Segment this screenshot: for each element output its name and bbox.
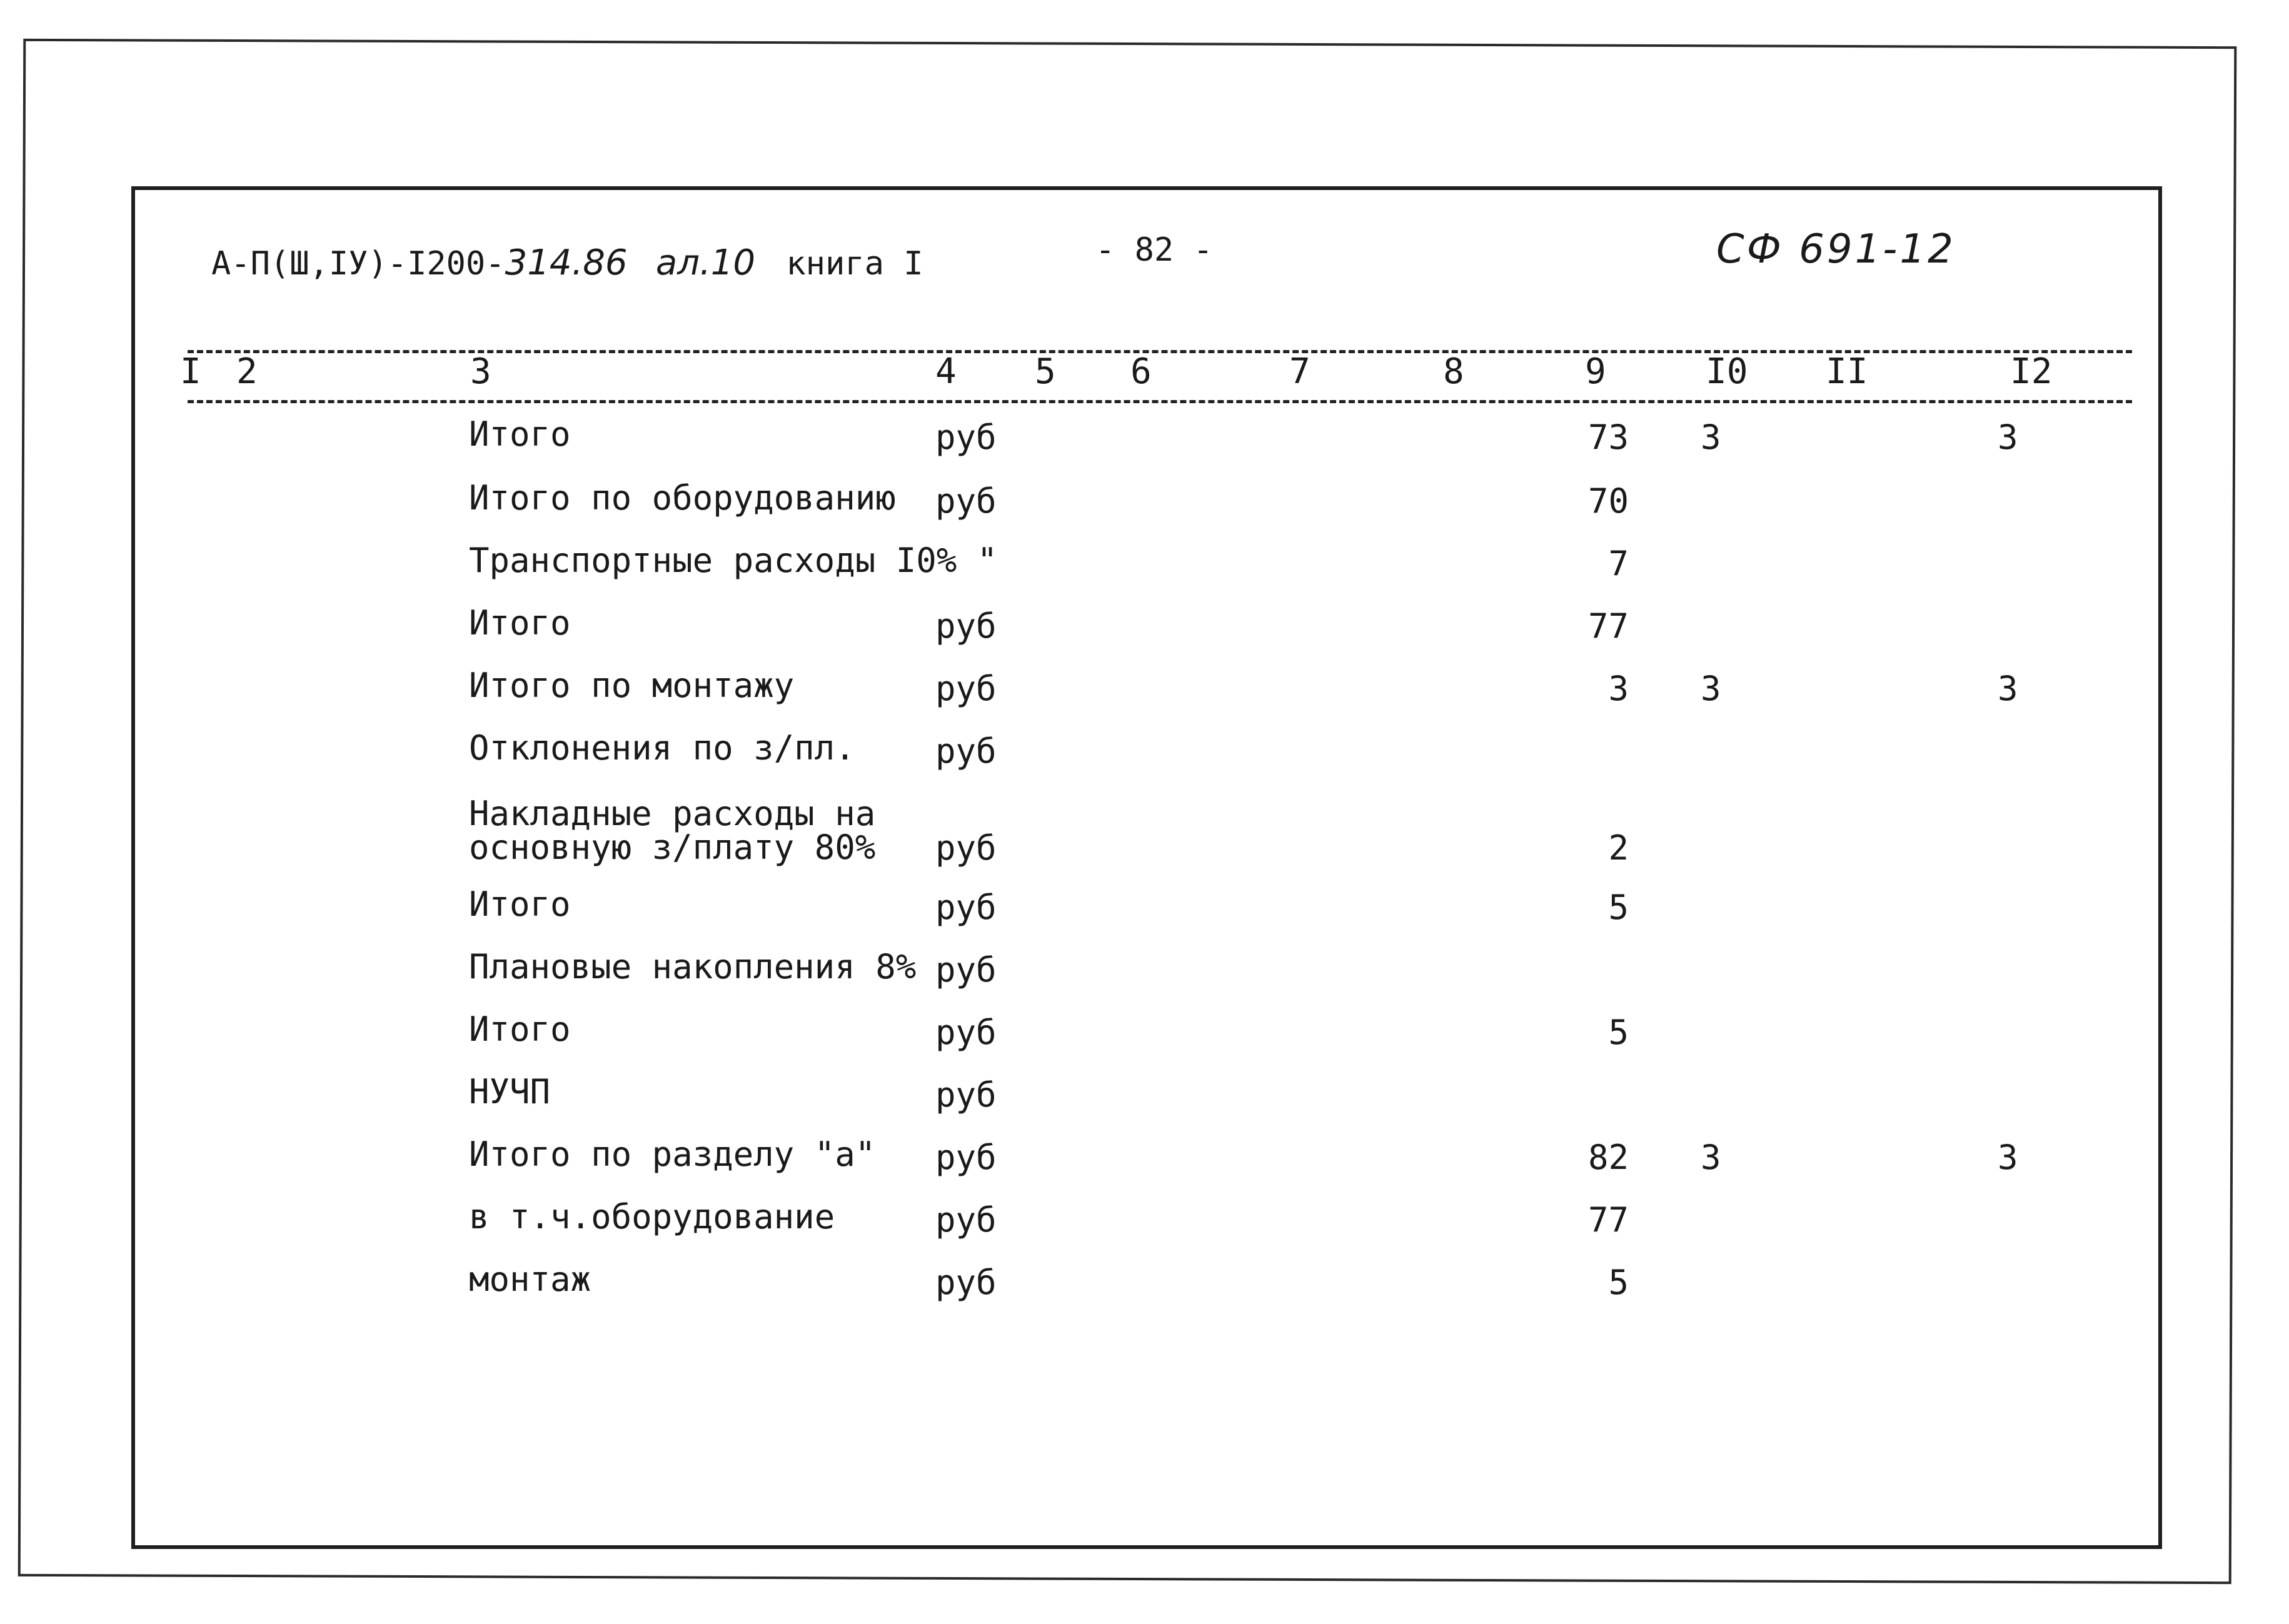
row-col12-value: 3: [1998, 669, 2018, 708]
row-label: Итого: [469, 414, 571, 454]
row-unit: руб: [935, 606, 997, 646]
row-col10-value: 3: [1701, 669, 1721, 708]
row-col9-value: 3: [1608, 669, 1629, 708]
row-unit: руб: [935, 1075, 997, 1115]
row-col12-value: 3: [1998, 418, 2018, 457]
row-unit: руб: [935, 418, 997, 457]
column-number-2: 2: [236, 351, 258, 392]
row-unit: руб: [935, 888, 997, 927]
row-col9-value: 5: [1608, 888, 1629, 927]
row-label: Итого по разделу "а": [469, 1135, 876, 1174]
row-col9-value: 7: [1608, 544, 1629, 583]
row-col9-value: 2: [1608, 828, 1629, 868]
row-label: НУЧП: [469, 1072, 551, 1111]
row-unit: руб: [935, 828, 997, 868]
column-number-1: I: [180, 351, 201, 392]
row-label: Плановые накопления 8%: [469, 947, 917, 986]
column-number-10: I0: [1706, 351, 1748, 392]
row-label: Накладные расходы на основную з/плату 80%: [469, 794, 876, 867]
page-number: - 82 -: [1095, 231, 1213, 269]
row-label: Отклонения по з/пл.: [469, 728, 855, 768]
row-col9-value: 77: [1587, 606, 1629, 646]
row-col9-value: 5: [1608, 1263, 1629, 1302]
row-label: Итого: [469, 1010, 571, 1049]
row-label: Итого по монтажу: [469, 666, 795, 705]
column-number-4: 4: [935, 351, 957, 392]
row-label: Транспортные расходы I0% ": [469, 541, 998, 580]
row-col12-value: 3: [1998, 1138, 2018, 1177]
row-col9-value: 70: [1587, 481, 1629, 521]
row-unit: руб: [935, 950, 997, 990]
row-col9-value: 5: [1608, 1013, 1629, 1052]
row-unit: руб: [935, 1263, 997, 1302]
column-number-6: 6: [1130, 351, 1152, 392]
row-col9-value: 77: [1587, 1200, 1629, 1240]
column-number-7: 7: [1289, 351, 1311, 392]
row-unit: руб: [935, 669, 997, 708]
row-unit: руб: [935, 1138, 997, 1177]
row-col9-value: 73: [1587, 418, 1629, 457]
row-label: Итого: [469, 885, 571, 924]
column-number-5: 5: [1035, 351, 1056, 392]
row-unit: руб: [935, 731, 997, 771]
album-number: ал.10: [655, 243, 756, 283]
column-number-8: 8: [1443, 351, 1464, 392]
row-unit: руб: [935, 1013, 997, 1052]
row-label: монтаж: [469, 1260, 591, 1299]
sheet-code: СФ 691-12: [1716, 226, 1956, 273]
row-col9-value: 82: [1587, 1138, 1629, 1177]
row-label: Итого: [469, 603, 571, 643]
row-unit: руб: [935, 1200, 997, 1240]
document-code: [211, 243, 923, 283]
table-header-bottom-rule: [188, 400, 2132, 403]
row-unit: руб: [935, 481, 997, 521]
row-label: Итого по оборудованию: [469, 478, 896, 518]
book-label: книга I: [786, 245, 923, 283]
column-number-3: 3: [470, 351, 491, 392]
column-number-11: II: [1826, 351, 1868, 392]
column-number-9: 9: [1585, 351, 1606, 392]
row-col10-value: 3: [1701, 418, 1721, 457]
doc-code-prefix: А-П(Ш,IУ)-I200-: [211, 245, 505, 283]
row-label: в т.ч.оборудование: [469, 1197, 835, 1236]
row-col10-value: 3: [1701, 1138, 1721, 1177]
doc-code-handwritten: 314.86: [505, 243, 628, 283]
column-number-12: I2: [2010, 351, 2053, 392]
